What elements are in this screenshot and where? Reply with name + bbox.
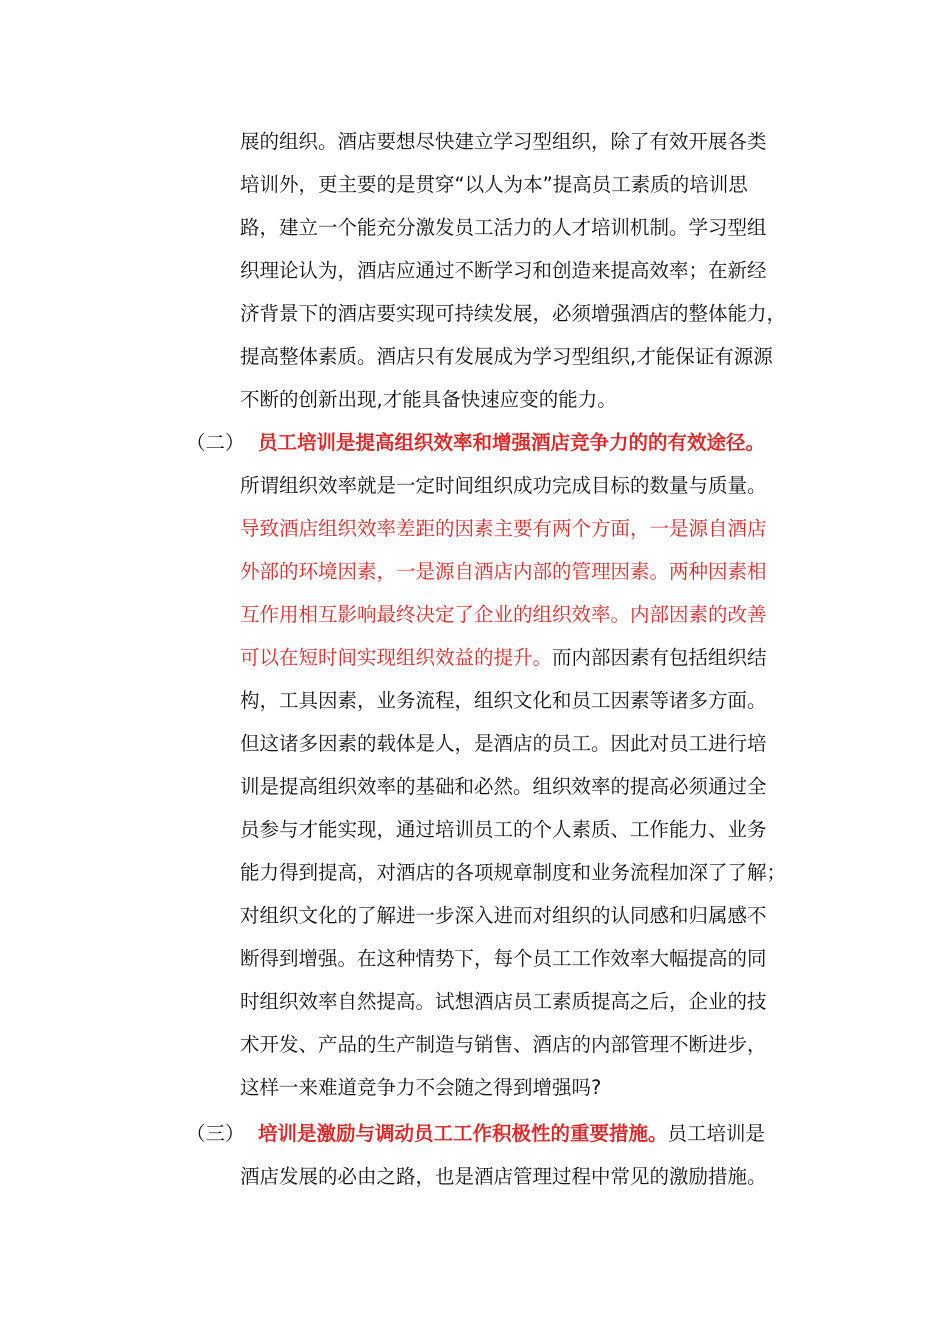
paragraph-line: 对组织文化的了解进一步深入进而对组织的认同感和归属感不 [240,904,767,927]
paragraph-line: 酒店发展的必由之路，也是酒店管理过程中常见的激励措施。 [240,1165,767,1188]
paragraph-line: 术开发、产品的生产制造与销售、酒店的内部管理不断进步， [240,1033,767,1056]
section-marker-3: （三） [186,1122,245,1145]
highlight-line: 外部的环境因素，一是源自酒店内部的管理因素。两种因素相 [240,560,767,583]
paragraph-line: 训是提高组织效率的基础和必然。组织效率的提高必须通过全 [240,775,767,798]
paragraph-line: 时组织效率自然提高。试想酒店员工素质提高之后，企业的技 [240,990,767,1013]
section-heading-2: 员工培训是提高组织效率和增强酒店竞争力的的有效途径。 [258,431,766,454]
section-marker-2: （二） [186,431,245,454]
highlight-text: 可以在短时间实现组织效益的提升。 [240,646,553,669]
paragraph-line: 织理论认为，酒店应通过不断学习和创造来提高效率；在新经 [240,259,767,282]
paragraph-line: 能力得到提高，对酒店的各项规章制度和业务流程加深了了解； [240,861,787,884]
paragraph-text: 而内部因素有包括组织结 [552,646,767,669]
paragraph-line: 路，建立一个能充分激发员工活力的人才培训机制。学习型组 [240,216,767,239]
highlight-line: 导致酒店组织效率差距的因素主要有两个方面，一是源自酒店 [240,517,767,540]
paragraph-line: 培训外，更主要的是贯穿“以人为本”提高员工素质的培训思 [240,173,748,196]
paragraph-line: 提高整体素质。酒店只有发展成为学习型组织,才能保证有源源 [240,345,773,368]
section-heading-3-text: 培训是激励与调动员工工作积极性的重要措施。 [258,1122,668,1145]
mixed-line [240,644,820,672]
paragraph-line: 所谓组织效率就是一定时间组织成功完成目标的数量与质量。 [240,474,767,497]
highlight-line: 互作用相互影响最终决定了企业的组织效率。内部因素的改善 [240,603,767,626]
paragraph-line: 展的组织。酒店要想尽快建立学习型组织，除了有效开展各类 [240,130,767,153]
paragraph-line: 但这诸多因素的载体是人，是酒店的员工。因此对员工进行培 [240,732,767,755]
paragraph-line: 断得到增强。在这种情势下，每个员工工作效率大幅提高的同 [240,947,767,970]
paragraph-line: 这样一来难道竞争力不会随之得到增强吗? [240,1076,602,1099]
paragraph-line: 不断的创新出现,才能具备快速应变的能力。 [240,388,617,411]
paragraph-line: 员参与才能实现，通过培训员工的个人素质、工作能力、业务 [240,818,767,841]
section-heading-3 [258,1120,818,1148]
paragraph-text: 员工培训是 [667,1122,766,1145]
paragraph-line: 构，工具因素，业务流程，组织文化和员工因素等诸多方面。 [240,689,767,712]
paragraph-line: 济背景下的酒店要实现可持续发展，必须增强酒店的整体能力， [240,302,787,325]
